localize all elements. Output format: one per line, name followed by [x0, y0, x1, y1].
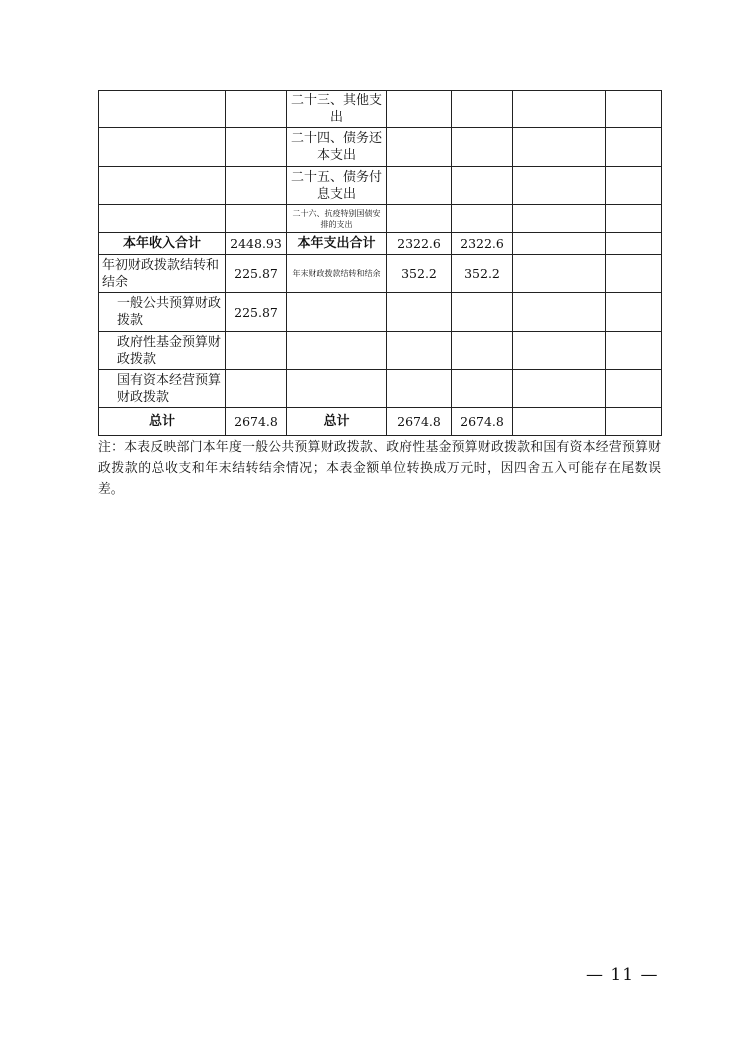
- table-cell: [226, 332, 287, 370]
- table-cell: [452, 293, 513, 332]
- table-cell: [452, 167, 513, 205]
- expense-total-value: 2322.6: [452, 233, 513, 255]
- table-cell: [513, 332, 606, 370]
- expense-item-label: 二十五、债务付息支出: [287, 167, 387, 205]
- table-cell: [606, 255, 662, 293]
- table-cell: [606, 408, 662, 436]
- table-row: [99, 128, 662, 167]
- table-cell: [387, 205, 452, 233]
- table-row: [99, 370, 662, 408]
- table-cell: [513, 167, 606, 205]
- table-cell: [606, 233, 662, 255]
- table-cell: [606, 167, 662, 205]
- carryover-end-value: 352.2: [452, 255, 513, 293]
- grand-total-label: 总计: [287, 408, 387, 436]
- table-cell: [606, 205, 662, 233]
- table-cell: [452, 91, 513, 128]
- table-cell: [99, 205, 226, 233]
- carryover-end-value: 352.2: [387, 255, 452, 293]
- expense-total-value: 2322.6: [387, 233, 452, 255]
- grand-total-value: 2674.8: [387, 408, 452, 436]
- table-cell: [606, 293, 662, 332]
- table-cell: [226, 205, 287, 233]
- gov-fund-budget-label: 政府性基金预算财政拨款: [99, 332, 226, 370]
- table-cell: [513, 91, 606, 128]
- table-row: [99, 91, 662, 128]
- table-cell: [387, 370, 452, 408]
- grand-total-value: 2674.8: [452, 408, 513, 436]
- table-cell: [99, 128, 226, 167]
- table-cell: [452, 332, 513, 370]
- table-row: [99, 167, 662, 205]
- table-cell: [513, 128, 606, 167]
- table-cell: [513, 293, 606, 332]
- table-cell: [513, 408, 606, 436]
- table-row: [99, 332, 662, 370]
- budget-table: [98, 90, 662, 436]
- grand-total-label: 总计: [99, 408, 226, 436]
- table-row: [99, 408, 662, 436]
- carryover-start-value: 225.87: [226, 255, 287, 293]
- table-cell: [226, 128, 287, 167]
- expense-total-label: 本年支出合计: [287, 233, 387, 255]
- state-capital-budget-label: 国有资本经营预算财政拨款: [99, 370, 226, 408]
- table-cell: [513, 255, 606, 293]
- table-row: [99, 255, 662, 293]
- income-total-label: 本年收入合计: [99, 233, 226, 255]
- general-budget-value: 225.87: [226, 293, 287, 332]
- table-cell: [387, 128, 452, 167]
- table-cell: [287, 370, 387, 408]
- table-cell: [226, 370, 287, 408]
- table-cell: [452, 128, 513, 167]
- table-row: [99, 233, 662, 255]
- table-cell: [452, 370, 513, 408]
- table-cell: [99, 167, 226, 205]
- table-cell: [606, 332, 662, 370]
- table-cell: [226, 91, 287, 128]
- expense-item-label: 二十六、抗疫特别国债安排的支出: [287, 205, 387, 233]
- general-budget-label: 一般公共预算财政拨款: [99, 293, 226, 332]
- table-cell: [387, 293, 452, 332]
- income-total-value: 2448.93: [226, 233, 287, 255]
- table-cell: [287, 293, 387, 332]
- table-cell: [513, 370, 606, 408]
- expense-item-label: 二十三、其他支出: [287, 91, 387, 128]
- table-cell: [606, 91, 662, 128]
- table-cell: [226, 167, 287, 205]
- page-number: — 11 —: [586, 965, 659, 985]
- table-row: [99, 205, 662, 233]
- expense-item-label: 二十四、债务还本支出: [287, 128, 387, 167]
- grand-total-value: 2674.8: [226, 408, 287, 436]
- table-cell: [606, 370, 662, 408]
- table-cell: [387, 167, 452, 205]
- table-note: 注：本表反映部门本年度一般公共预算财政拨款、政府性基金预算财政拨款和国有资本经营预算财政拨款的总收支和年末结转结余情况；本表金额单位转换成万元时，因四舍五入可能存在尾数误差。: [98, 440, 661, 497]
- table-cell: [387, 91, 452, 128]
- table-cell: [99, 91, 226, 128]
- table-cell: [513, 233, 606, 255]
- table-row: [99, 293, 662, 332]
- table-cell: [606, 128, 662, 167]
- carryover-start-label: 年初财政拨款结转和结余: [99, 255, 226, 293]
- table-cell: [452, 205, 513, 233]
- table-cell: [387, 332, 452, 370]
- table-cell: [513, 205, 606, 233]
- table-cell: [287, 332, 387, 370]
- carryover-end-label: 年末财政拨款结转和结余: [287, 255, 387, 293]
